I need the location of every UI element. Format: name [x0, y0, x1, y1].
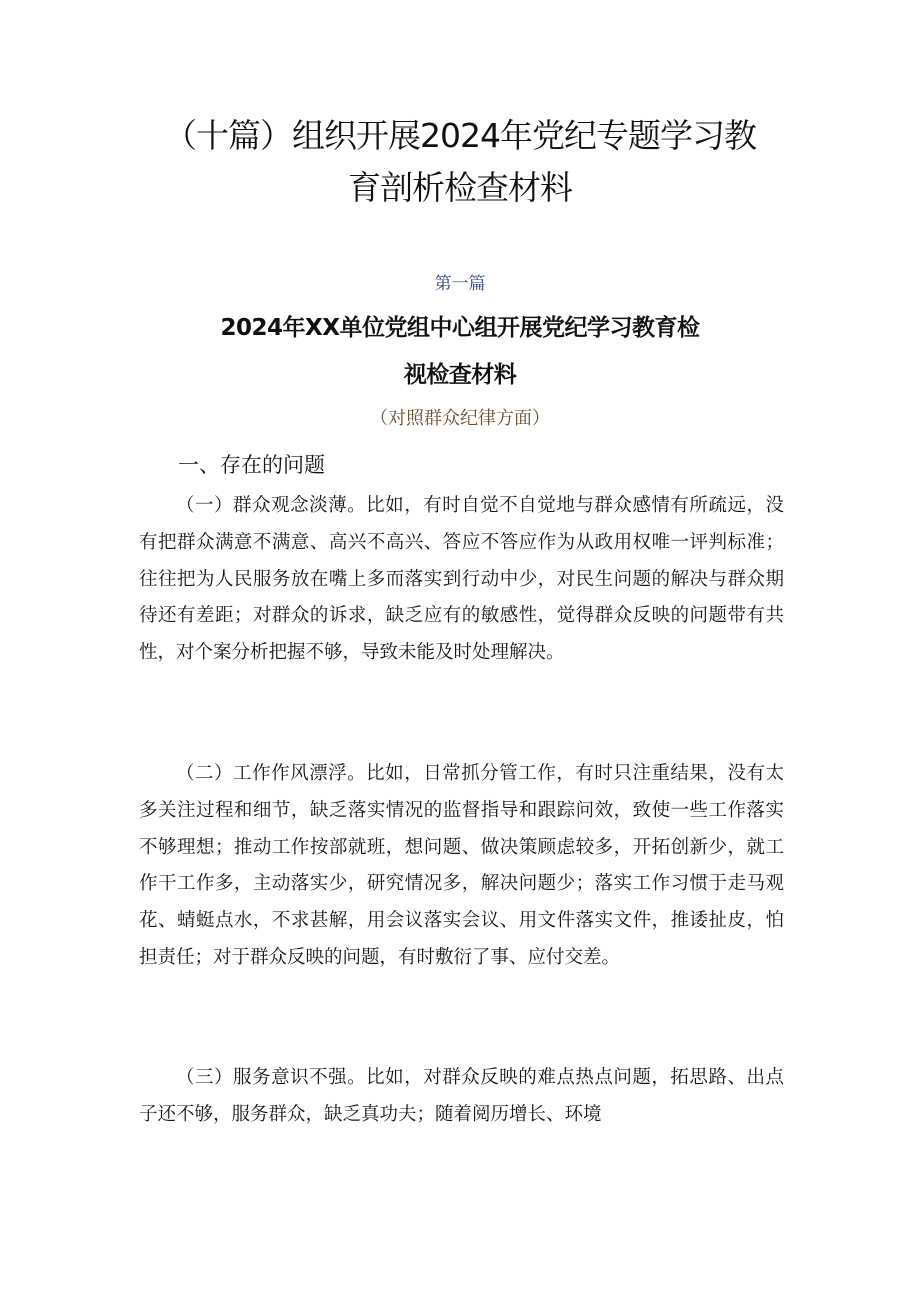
document-title-line-2: 育剖析检查材料 [348, 168, 572, 207]
section-heading: 一、存在的问题 [178, 453, 325, 477]
subtitle-line-2: 视检查材料 [403, 362, 517, 388]
paragraph-2: （二）工作作风漂浮。比如，日常抓分管工作，有时只注重结果，没有太多关注过程和细节，缺乏落实情况的监督指导和跟踪问效，致使一些工作落实不够理想；推动工作按部就班，想问题、做决策顾虑较多，开拓创新少，就工作干工作多，主动落实少，研究情况多，解决问题少；落实工作习惯于走马观花、蜻蜓点水，不求甚解，用会议落实会议、用文件落实文件，推诿扯皮，怕担责任；对于群众反映的问题，有时敷衍了事、应付交差。 [139, 763, 784, 968]
document-title-line-1: （十篇）组织开展2024年党纪专题学习教 [164, 116, 756, 155]
subtitle-line-1: 2024年XX单位党组中心组开展党纪学习教育检 [220, 315, 700, 341]
chapter-label: 第一篇 [434, 274, 486, 294]
paragraph-3: （三）服务意识不强。比如，对群众反映的难点热点问题，拓思路、出点子还不够，服务群众，缺乏真功夫；随着阅历增长、环境 [139, 1067, 784, 1125]
paragraph-1: （一）群众观念淡薄。比如，有时自觉不自觉地与群众感情有所疏远，没有把群众满意不满意、高兴不高兴、答应不答应作为从政用权唯一评判标准；往往把为人民服务放在嘴上多而落实到行动中少，对民生问题的解决与群众期待还有差距；对群众的诉求，缺乏应有的敏感性，觉得群众反映的问题带有共性，对个案分析把握不够，导致未能及时处理解决。 [139, 495, 784, 664]
scope-note: （对照群众纪律方面） [370, 408, 550, 429]
